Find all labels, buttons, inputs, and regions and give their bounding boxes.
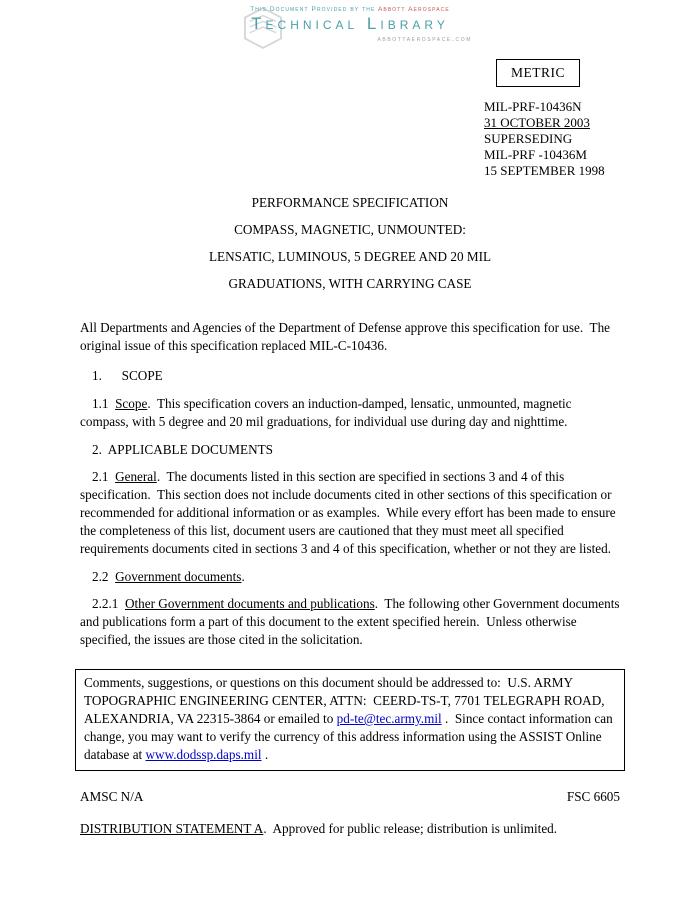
section-2-2-body: . bbox=[241, 569, 245, 584]
section-2-heading: 2. APPLICABLE DOCUMENTS bbox=[92, 442, 273, 457]
section-2-2-number: 2.2 bbox=[92, 569, 116, 584]
banner-provided-by-text: This Document Provided by the bbox=[250, 6, 376, 13]
footer-row bbox=[80, 789, 620, 805]
metric-badge: METRIC bbox=[496, 59, 580, 87]
doc-number: MIL-PRF-10436N bbox=[484, 99, 582, 114]
section-2-1-number: 2.1 bbox=[92, 469, 116, 484]
section-1-1-paragraph bbox=[80, 395, 620, 431]
doc-id-block bbox=[484, 99, 620, 179]
comments-text-1: Comments, suggestions, or questions on this document should be addressed to: U.S. ARMY TOPOGRAPHIC ENGINEERING CENTER, ATTN: CEERD-TS-T, 7701 TELEGRAPH ROAD, ALEXANDRIA, VA 22315-3864 or emailed to bbox=[84, 675, 608, 726]
superseding-label: SUPERSEDING bbox=[484, 131, 573, 146]
email-link[interactable]: pd-te@tec.army.mil bbox=[336, 711, 442, 726]
comments-text-2: . Since contact information can change, you may want to verify the currency of this address information using the ASSIST Online database at bbox=[84, 711, 616, 762]
section-2-2-paragraph bbox=[80, 568, 620, 586]
distribution-statement-label: DISTRIBUTION STATEMENT A bbox=[80, 821, 264, 836]
superseded-doc-number: MIL-PRF -10436M bbox=[484, 147, 587, 162]
amsc-number: AMSC N/A bbox=[80, 789, 144, 804]
distribution-statement bbox=[80, 820, 620, 838]
section-2-2-1-paragraph bbox=[80, 595, 623, 649]
section-1-1-label: Scope bbox=[115, 396, 148, 411]
banner-library-title: Technical Library bbox=[251, 14, 449, 33]
spec-title-line-1: PERFORMANCE SPECIFICATION bbox=[251, 195, 449, 210]
spec-title-line-4: GRADUATIONS, WITH CARRYING CASE bbox=[228, 276, 472, 291]
approval-paragraph: All Departments and Agencies of the Department of Defense approve this specification for use. The original issue of this specification replaced MIL-C-10436. bbox=[80, 320, 614, 353]
section-1-1-number: 1.1 bbox=[92, 396, 116, 411]
section-2-1-paragraph bbox=[80, 468, 620, 558]
spec-title-line-2: COMPASS, MAGNETIC, UNMOUNTED: bbox=[234, 222, 466, 237]
section-2-2-1-label: Other Government documents and publications bbox=[124, 596, 375, 611]
distribution-statement-body: . Approved for public release; distribution is unlimited. bbox=[263, 821, 558, 836]
section-2-1-label: General bbox=[115, 469, 157, 484]
banner-provided-by-line bbox=[220, 6, 480, 13]
section-1-heading: 1. SCOPE bbox=[92, 368, 163, 383]
section-2-1-body: . The documents listed in this section are specified in sections 3 and 4 of this specification. This section does not include documents cited in other sections of this specification or recommended for additional information or as examples. While every effort has been made to ensure the completeness of this list, document users are cautioned that they must meet all specified requirements documents cited in sections 3 and 4 of this specification, whether or not they are listed. bbox=[80, 469, 619, 556]
section-2-2-1-number: 2.2.1 bbox=[92, 596, 125, 611]
banner-website: abbottaerospace.com bbox=[377, 34, 472, 43]
superseded-doc-date: 15 SEPTEMBER 1998 bbox=[484, 163, 605, 178]
spec-title-block bbox=[80, 189, 620, 297]
assist-database-link[interactable]: www.dodssp.daps.mil bbox=[145, 747, 262, 762]
comments-text-3: . bbox=[261, 747, 269, 762]
fsc-number: FSC 6605 bbox=[566, 789, 620, 804]
section-1-1-body: . This specification covers an induction-damped, lensatic, unmounted, magnetic compass, with 5 degree and 20 mil graduations, for individual use during day and nighttime. bbox=[80, 396, 575, 429]
spec-title-line-3: LENSATIC, LUMINOUS, 5 DEGREE AND 20 MIL bbox=[208, 249, 492, 264]
section-2-2-1-body: . The following other Government documents and publications form a part of this document to the extent specified herein. Unless otherwise specified, the issues are those cited in the solicitation. bbox=[80, 596, 623, 647]
provider-banner bbox=[220, 6, 480, 43]
section-2-2-label: Government documents bbox=[115, 569, 242, 584]
doc-date: 31 OCTOBER 2003 bbox=[484, 115, 590, 130]
comments-box bbox=[75, 669, 625, 771]
banner-provider-name: Abbott Aerospace bbox=[377, 6, 450, 13]
metric-row bbox=[80, 59, 620, 87]
